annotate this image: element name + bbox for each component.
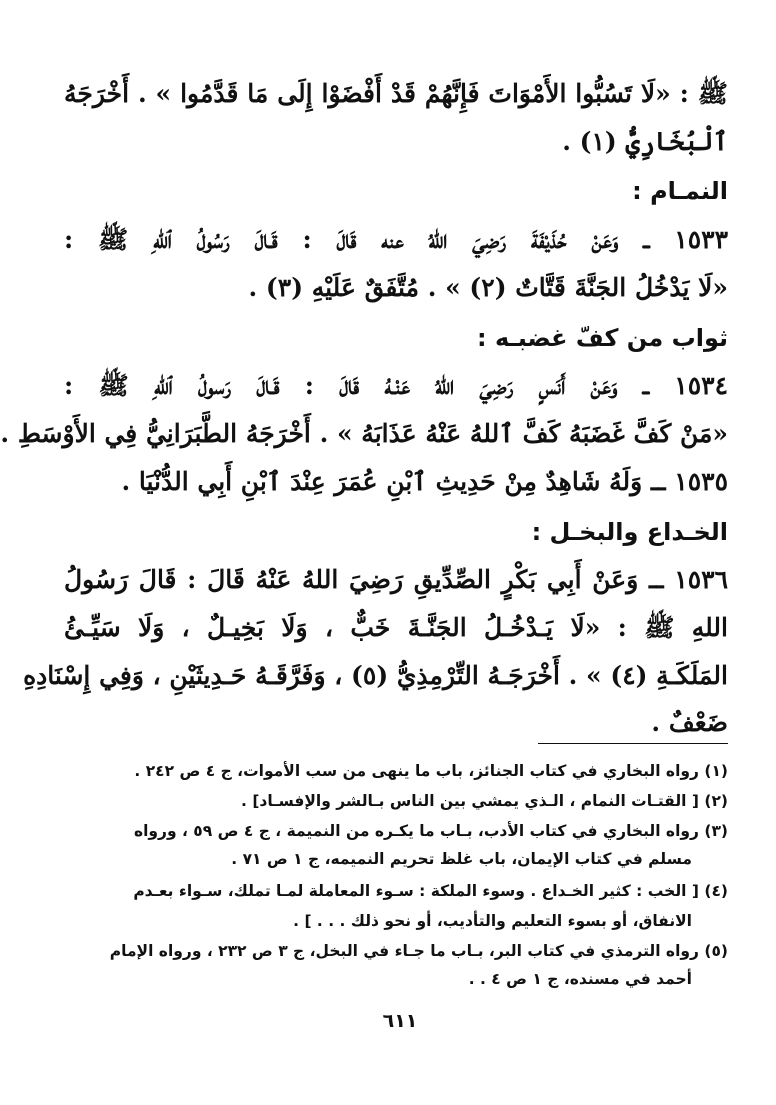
footnote-3: (٣) رواه البخاري في كتاب الأدب، بـاب ما يكـره من النميمة ، ج ٤ ص ٥٩ ، ورواه [133, 822, 728, 840]
footnote-1: (١) رواه البخاري في كتاب الجنائز، باب ما ينهى من سب الأموات، ج ٤ ص ٢٤٢ . [134, 762, 728, 780]
text-line: اللهِ ﷺ : «لَا يَـدْخُـلُ الجَنَّـةَ خَبٌّ ، وَلَا بَخِيـلٌ ، وَلَا سَيِّـئُ [64, 613, 728, 642]
section-heading-namam: النمـام : [632, 177, 728, 205]
footnote-5: (٥) رواه الترمذي في كتاب البر، بـاب ما جـاء في البخل، ج ٣ ص ٢٣٢ ، ورواه الإمام [109, 942, 728, 960]
page-number: ٦١١ [382, 1010, 418, 1032]
footnote-divider [538, 743, 728, 744]
text-line: «لَا يَدْخُلُ الجَنَّةَ قَتَّاتٌ (٢) » . مُتَّفَقٌ عَلَيْهِ (٣) . [248, 273, 728, 302]
text-line: المَلَكَـةِ (٤) » . أَخْرَجَـهُ التِّرْمِذِيُّ (٥) ، وَفَرَّقَـهُ حَـدِيثَيْنِ ، وَفِي إِسْنَادِهِ [23, 661, 728, 690]
text-line: «مَنْ كَفَّ غَضَبَهُ كَفَّ ٱللهُ عَنْهُ عَذَابَهُ » . أَخْرَجَهُ الطَّبَرَانِيُّ فِي الأَوْسَطِ . [0, 419, 728, 448]
footnote-3-continued: مسلم في كتاب الإيمان، باب غلظ تحريم النميمه، ج ١ ص ٧١ . [231, 850, 692, 868]
section-heading-kaff-ghadab: ثواب من كفّ غضبـه : [476, 324, 728, 352]
footnote-4: (٤) [ الخب : كثير الخـداع . وسوء الملكة : سـوء المعاملة لمـا تملك، سـواء بعـدم [133, 882, 728, 900]
hadith-1534: ١٥٣٤ ــ وَعَنْ أَنَسٍ رَضِيَ اللهُ عَنْـهُ قَالَ : قَـالَ رَسولُ ٱللهِ ﷺ : [64, 371, 728, 400]
section-heading-khidaa: الخـداع والبخـل : [531, 518, 728, 546]
footnote-4-continued: الانفاق، أو بسوء التعليم والتأديب، أو نحو ذلك . . . ] . [293, 912, 692, 930]
text-line: ضَعْفٌ . [651, 708, 728, 737]
footnote-2: (٢) [ القتـات النمام ، الـذي يمشي بين الناس بـالشر والإفسـاد] . [241, 792, 728, 810]
text-line: ﷺ : «لَا تَسُبُّوا الأَمْوَاتَ فَإِنَّهُمْ قَدْ أَفْضَوْا إِلَى مَا قَدَّمُوا » . أَخْرَجَهُ [64, 79, 728, 108]
text-line: ٱلْبُخَارِيُّ (١) . [562, 127, 728, 156]
hadith-1536: ١٥٣٦ ــ وَعَنْ أَبِي بَكْرٍ الصِّدِّيقِ رَضِيَ اللهُ عَنْهُ قَالَ : قَالَ رَسُولُ [64, 565, 728, 594]
footnote-5-continued: أحمد في مسنده، ج ١ ص ٤ . . [468, 970, 692, 988]
hadith-1533: ١٥٣٣ ــ وَعَنْ حُذَيْفَةَ رَضِيَ اللهُ عنه قَالَ : قَـالَ رَسُولُ ٱللهِ ﷺ : [64, 225, 728, 254]
hadith-1535: ١٥٣٥ ــ وَلَهُ شَاهِدٌ مِنْ حَدِيثِ ٱبْنِ عُمَرَ عِنْدَ ٱبْنِ أَبِي الدُّنْيَا . [121, 467, 728, 496]
